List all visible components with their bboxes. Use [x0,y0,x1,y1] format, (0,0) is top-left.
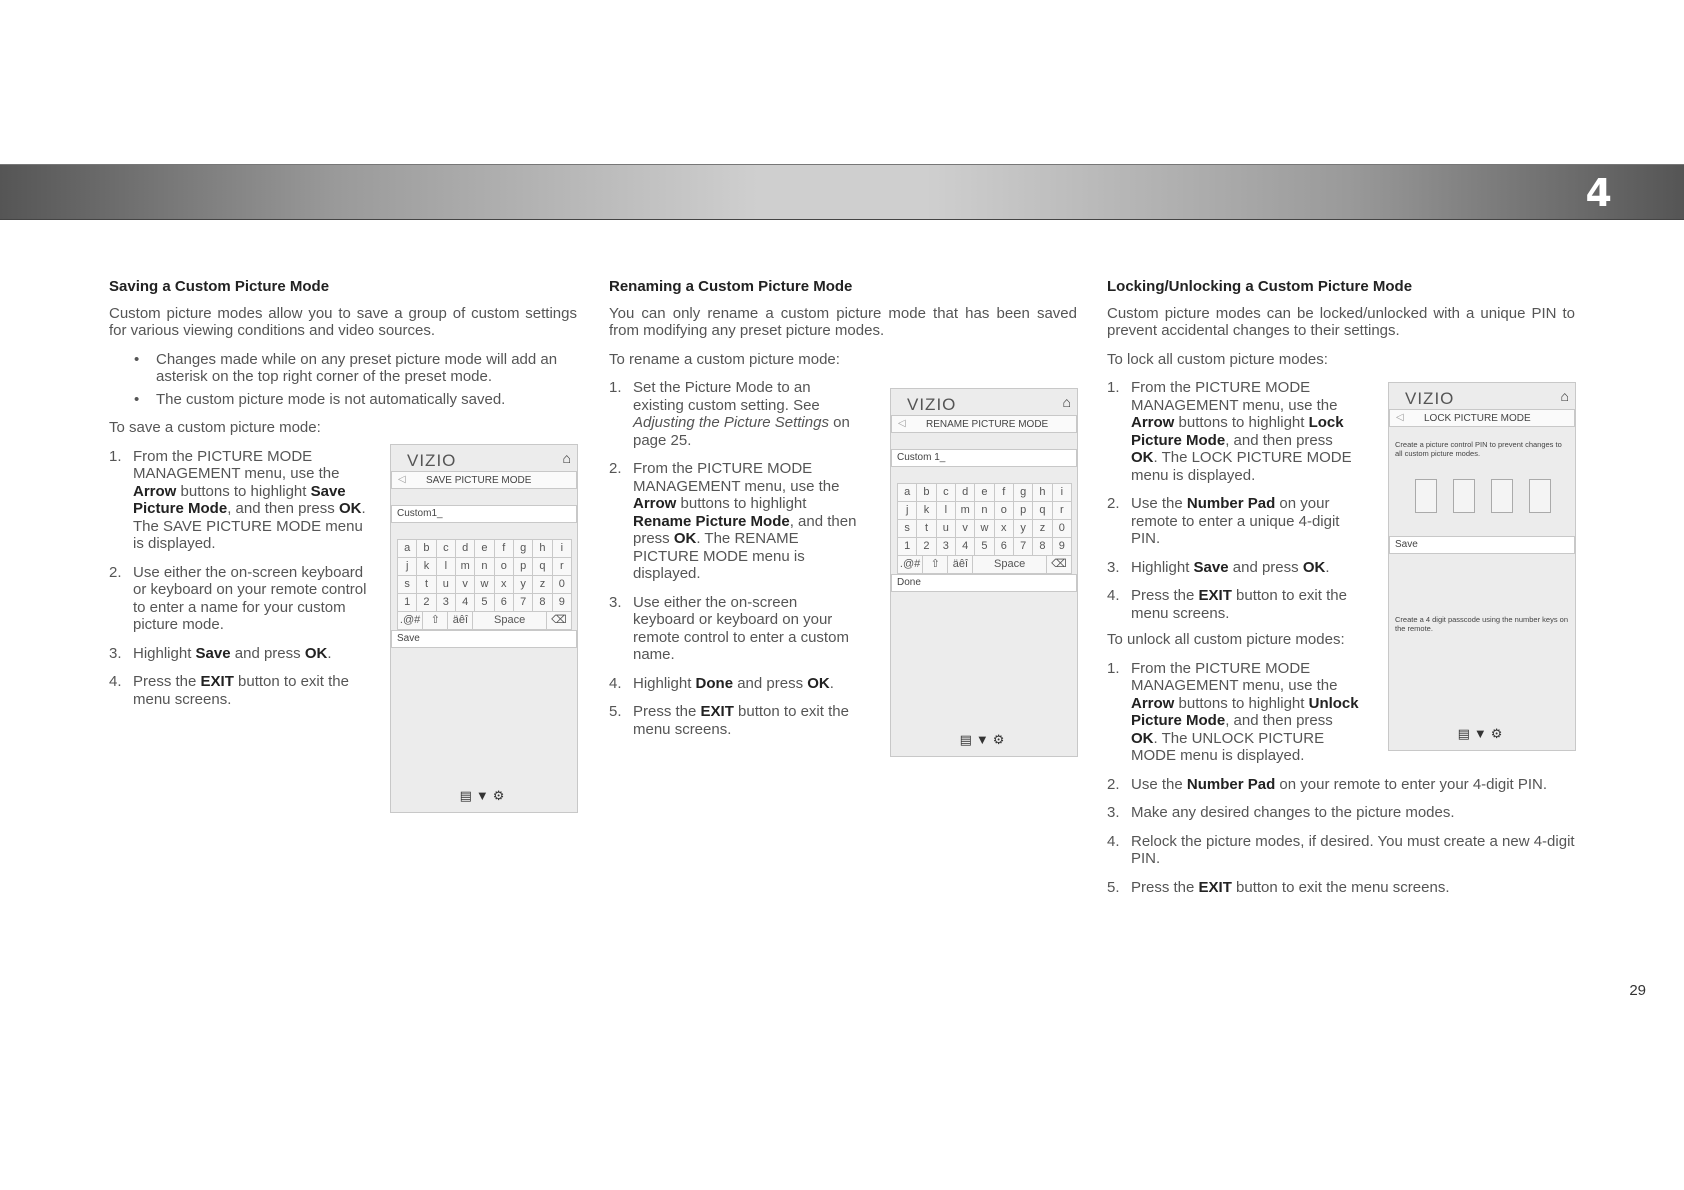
keyboard-key[interactable]: r [552,557,572,576]
keyboard-key[interactable]: e [474,539,494,558]
step-text: Arrow [1131,694,1175,712]
keyboard-key[interactable]: v [955,519,975,538]
step-text: Done [695,674,734,692]
step-text: and press [230,644,305,662]
tv-screen-save [390,444,578,813]
step-text: on your remote to enter a unique 4-digit PIN. [1131,495,1340,547]
keyboard-key[interactable]: g [513,539,533,558]
step-text: buttons to highlight [1174,694,1309,712]
step-number: 4. [1107,587,1120,604]
keyboard-key[interactable]: 5 [974,537,994,556]
keyboard-key[interactable]: 4 [455,593,475,612]
step-text: From the PICTURE MODE MANAGEMENT menu, use the [1131,379,1338,414]
keyboard-key[interactable]: 5 [474,593,494,612]
bullet: • The custom picture mode is not automatically saved. [156,391,577,409]
step-text: on your remote to enter your 4-digit PIN. [1275,775,1548,793]
step-text: Adjusting the Picture Settings [633,414,829,431]
pin-digit-box[interactable] [1529,479,1551,513]
step-text: Highlight [633,674,696,692]
step-text: Use either the on-screen keyboard or keyboard on your remote control to enter a custom name. [633,593,849,663]
step-text: . The UNLOCK PICTURE MODE menu is displayed. [1131,729,1325,764]
keyboard-key[interactable]: b [916,483,936,502]
keyboard-key[interactable]: a [397,539,417,558]
keyboard-key[interactable]: o [994,501,1014,520]
keyboard-key[interactable]: m [455,557,475,576]
keyboard-key[interactable]: w [474,575,494,594]
on-screen-keyboard [397,539,571,629]
keyboard-key[interactable]: t [416,575,436,594]
vizio-logo: VIZIO [407,451,457,470]
keyboard-key[interactable]: 0 [552,575,572,594]
step-text: From the PICTURE MODE MANAGEMENT menu, use the [133,447,340,482]
pin-digit-box[interactable] [1415,479,1437,513]
step-text: OK [1131,729,1154,747]
keyboard-key[interactable]: k [916,501,936,520]
step-text: buttons to highlight [176,482,311,500]
keyboard-row [897,537,1071,555]
keyboard-key[interactable]: n [974,501,994,520]
keyboard-key[interactable]: p [1013,501,1033,520]
keyboard-key[interactable]: a [897,483,917,502]
keyboard-key[interactable]: i [1052,483,1072,502]
steps [609,379,859,738]
page-number: 29 [1629,982,1646,999]
keyboard-key[interactable]: l [936,501,956,520]
step-text: , and then press [227,500,339,517]
step-text: From the PICTURE MODE MANAGEMENT menu, use the [1131,659,1338,694]
keyboard-key[interactable]: w [974,519,994,538]
keyboard-row [897,483,1071,501]
step-number: 3. [609,593,622,611]
keyboard-key[interactable]: n [474,557,494,576]
step-text: OK [807,674,830,692]
step-text: Unlock Picture Mode [1131,694,1359,729]
step-item [1107,559,1363,577]
name-input[interactable]: Custom1_ [391,505,577,523]
step-text: Make any desired changes to the picture modes. [1131,804,1455,821]
step-number: 1. [1107,659,1120,677]
keyboard-key[interactable]: t [916,519,936,538]
back-arrow-icon[interactable]: ◁ [898,418,906,429]
nav-icons: ▤▼⚙ [959,732,1009,747]
keyboard-key[interactable]: ⇧ [422,611,448,630]
step-item [609,703,859,738]
step-text: Arrow [133,482,177,500]
step-text: . The SAVE PICTURE MODE menu is displayed. [133,500,366,552]
keyboard-key[interactable]: 9 [552,593,572,612]
step-number: 5. [609,703,622,720]
keyboard-key[interactable]: s [397,575,417,594]
step-item [1107,587,1363,622]
menu-title-bar [1389,409,1575,427]
step-text: EXIT [1198,878,1232,896]
keyboard-key[interactable]: c [436,539,456,558]
keyboard-key[interactable]: g [1013,483,1033,502]
step-number: 3. [1107,804,1120,821]
intro: Custom picture modes can be locked/unlocked with a unique PIN to prevent accidental changes to their settings. [1107,304,1575,339]
step-item [1107,776,1575,794]
keyboard-key[interactable]: l [436,557,456,576]
keyboard-row [397,611,571,629]
step-text: Press the [1131,587,1199,604]
keyboard-key[interactable]: 7 [1013,537,1033,556]
step-item [609,460,859,583]
keyboard-key[interactable]: 2 [916,537,936,556]
step-number: 2. [109,563,122,581]
keyboard-key[interactable]: ⌫ [1046,555,1072,574]
step-number: 1. [1107,379,1120,396]
pin-hint: Create a 4 digit passcode using the number keys on the remote. [1395,615,1569,633]
step-text: Press the [633,703,701,720]
step-text: Highlight [133,644,196,662]
save-button[interactable]: Save [391,630,577,648]
lock-description: Create a picture control PIN to prevent changes to all custom picture modes. [1395,440,1562,458]
keyboard-row [897,519,1071,537]
keyboard-row [397,557,571,575]
intro: You can only rename a custom picture mode that has been saved from modifying any preset picture modes. [609,304,1077,339]
keyboard-key[interactable]: 9 [1052,537,1072,556]
step-text: OK [1302,558,1326,576]
vizio-logo: VIZIO [907,395,957,414]
keyboard-row [897,501,1071,519]
keyboard-key[interactable]: 8 [532,593,552,612]
lead: To lock all custom picture modes: [1107,350,1328,368]
step-text: Use the [1131,495,1187,512]
step-text: , and then press [1225,431,1333,449]
back-arrow-icon[interactable]: ◁ [398,474,406,485]
keyboard-key[interactable]: 2 [416,593,436,612]
keyboard-key[interactable]: y [1013,519,1033,538]
step-text: on page 25. [633,414,850,449]
step-text: Save Picture Mode [133,482,346,517]
nav-icons: ▤▼⚙ [1457,726,1507,741]
keyboard-row [397,593,571,611]
menu-title: LOCK PICTURE MODE [1424,413,1531,424]
intro: Custom picture modes allow you to save a group of custom settings for various viewing conditions and video sources. [109,304,577,339]
step-text: Relock the picture modes, if desired. You must create a new 4-digit PIN. [1131,832,1575,867]
step-text: EXIT [1198,587,1232,604]
keyboard-key[interactable]: x [494,575,514,594]
step-text: Arrow [633,495,677,512]
keyboard-key[interactable]: h [532,539,552,558]
tv-screen-rename [890,388,1078,757]
pin-digit-box[interactable] [1491,479,1513,513]
step-number: 4. [1107,832,1120,850]
menu-title: RENAME PICTURE MODE [926,419,1049,430]
nav-icons: ▤▼⚙ [459,788,509,803]
keyboard-key[interactable]: ⌫ [546,611,572,630]
keyboard-key[interactable]: i [552,539,572,558]
step-item [109,673,369,708]
keyboard-key[interactable]: äêî [947,555,973,574]
keyboard-key[interactable]: u [936,519,956,538]
keyboard-row [397,575,571,593]
step-number: 4. [109,673,122,690]
step-number: 5. [1107,878,1120,896]
tv-screen-lock [1388,382,1576,751]
step-text: . [829,674,834,692]
keyboard-key[interactable]: äêî [447,611,473,630]
step-item [109,564,369,634]
step-item [1107,379,1363,484]
keyboard-key[interactable]: r [1052,501,1072,520]
keyboard-key[interactable]: f [994,483,1014,502]
keyboard-key[interactable]: 6 [494,593,514,612]
keyboard-key[interactable]: d [955,483,975,502]
keyboard-key[interactable]: h [1032,483,1052,502]
home-icon[interactable]: ⌂ [562,450,571,466]
step-text: OK [673,530,697,547]
step-text: . [327,644,332,662]
step-text: Highlight [1131,558,1194,576]
step-text: Number Pad [1186,495,1276,512]
lead: To save a custom picture mode: [109,419,321,436]
step-text: OK [1131,449,1154,466]
step-text: OK [338,500,362,517]
keyboard-key[interactable]: .@# [397,611,423,630]
keyboard-key[interactable]: u [436,575,456,594]
name-input[interactable]: Custom 1_ [891,449,1077,467]
keyboard-key[interactable]: y [513,575,533,594]
keyboard-key[interactable]: s [897,519,917,538]
step-text: Save [1193,558,1229,576]
step-item [1107,804,1575,822]
menu-title-bar [891,415,1077,433]
step-item [1107,495,1363,548]
section-title: Saving a Custom Picture Mode [109,278,330,295]
bullet-list [109,351,577,409]
step-text: Press the [133,673,201,690]
back-arrow-icon[interactable]: ◁ [1396,412,1404,423]
step-item [1107,833,1575,868]
menu-title: SAVE PICTURE MODE [426,475,532,486]
done-button[interactable]: Done [891,574,1077,592]
keyboard-key[interactable]: v [455,575,475,594]
step-text: . [1325,558,1330,576]
step-text: Use either the on-screen keyboard or keyboard on your remote control to enter a name for your custom picture mode. [133,563,367,633]
keyboard-row [397,539,571,557]
steps [109,448,369,709]
keyboard-key[interactable]: j [397,557,417,576]
step-item [1107,660,1363,765]
keyboard-key[interactable]: 4 [955,537,975,556]
step-text: button to exit the menu screens. [633,703,849,738]
keyboard-key[interactable]: x [994,519,1014,538]
step-number: 1. [609,379,622,396]
keyboard-key[interactable]: b [416,539,436,558]
pin-digit-box[interactable] [1453,479,1475,513]
step-text: buttons to highlight [676,495,807,512]
step-item [109,448,369,553]
keyboard-key[interactable]: o [494,557,514,576]
keyboard-row [897,555,1071,573]
step-text: buttons to highlight [1174,414,1309,431]
section-title: Locking/Unlocking a Custom Picture Mode [1107,278,1413,295]
bullet: • Changes made while on any preset picture mode will add an asterisk on the top right corner of the preset mode. [156,351,577,386]
save-button[interactable]: Save [1389,536,1575,554]
step-text: , and then press [1225,712,1333,729]
keyboard-key[interactable]: Space [972,555,1046,574]
step-text: Save [195,644,231,662]
step-text: From the PICTURE MODE MANAGEMENT menu, use the [633,460,840,495]
step-text: and press [1228,558,1303,576]
home-icon[interactable]: ⌂ [1560,388,1569,404]
keyboard-key[interactable]: 8 [1032,537,1052,556]
step-text: . The LOCK PICTURE MODE menu is displayed. [1131,449,1352,484]
chapter-banner [0,164,1684,220]
step-text: . The RENAME PICTURE MODE menu is displayed. [633,530,805,582]
step-number: 2. [609,460,622,477]
step-text: , and then press [633,512,857,547]
step-text: and press [733,674,808,692]
step-text: Set the Picture Mode to an existing custom setting. See [633,379,820,414]
step-item [609,594,859,664]
keyboard-key[interactable]: p [513,557,533,576]
step-text: EXIT [200,673,234,690]
keyboard-key[interactable]: e [974,483,994,502]
step-text: button to exit the menu screens. [133,673,349,708]
keyboard-key[interactable]: 7 [513,593,533,612]
keyboard-key[interactable]: 3 [436,593,456,612]
step-item [609,379,859,449]
keyboard-key[interactable]: m [955,501,975,520]
chapter-number: 4 [1585,171,1612,215]
keyboard-key[interactable]: q [532,557,552,576]
step-text: Use the [1131,775,1187,793]
keyboard-key[interactable]: z [532,575,552,594]
keyboard-key[interactable]: d [455,539,475,558]
on-screen-keyboard [897,483,1071,573]
step-text: button to exit the menu screens. [1231,878,1450,896]
step-number: 4. [609,674,622,692]
keyboard-key[interactable]: k [416,557,436,576]
step-item [609,675,859,693]
step-text: Rename Picture Mode [633,512,790,530]
keyboard-key[interactable]: ⇧ [922,555,948,574]
step-text: OK [304,644,328,662]
lock-steps [1107,379,1363,622]
step-number: 2. [1107,775,1120,793]
keyboard-key[interactable]: 6 [994,537,1014,556]
lead: To unlock all custom picture modes: [1107,631,1345,648]
step-item [109,645,369,663]
keyboard-key[interactable]: 1 [897,537,917,556]
menu-title-bar [391,471,577,489]
keyboard-key[interactable]: j [897,501,917,520]
step-number: 3. [1107,558,1120,576]
step-item [1107,879,1575,897]
step-number: 2. [1107,495,1120,512]
step-text: EXIT [700,703,734,720]
step-text: Lock Picture Mode [1131,414,1344,449]
keyboard-key[interactable]: q [1032,501,1052,520]
section-title: Renaming a Custom Picture Mode [609,278,853,295]
keyboard-key[interactable]: Space [472,611,546,630]
keyboard-key[interactable]: 1 [397,593,417,612]
keyboard-key[interactable]: .@# [897,555,923,574]
vizio-logo: VIZIO [1405,389,1455,408]
keyboard-key[interactable]: z [1032,519,1052,538]
step-number: 3. [109,644,122,662]
keyboard-key[interactable]: 3 [936,537,956,556]
step-text: Arrow [1131,414,1175,431]
step-text: Number Pad [1186,775,1276,793]
lead: To rename a custom picture mode: [609,350,840,368]
step-text: Press the [1131,878,1199,896]
keyboard-key[interactable]: c [936,483,956,502]
step-text: button to exit the menu screens. [1131,587,1347,622]
keyboard-key[interactable]: f [494,539,514,558]
home-icon[interactable]: ⌂ [1062,394,1071,410]
step-number: 1. [109,447,122,465]
keyboard-key[interactable]: 0 [1052,519,1072,538]
